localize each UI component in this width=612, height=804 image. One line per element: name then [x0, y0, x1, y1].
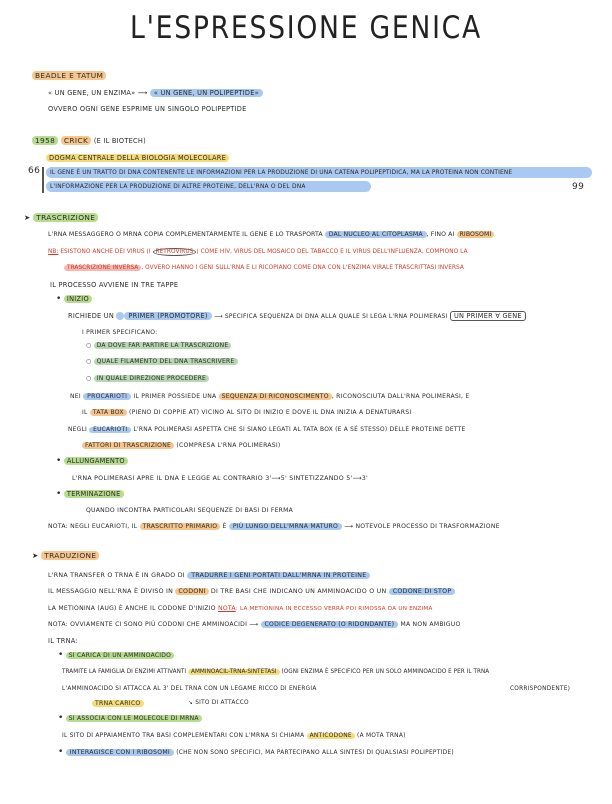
- dogma-title: DOGMA CENTRALE DELLA BIOLOGIA MOLECOLARE: [46, 153, 229, 163]
- tata-line: IL TATA BOX (PIENO DI COPPIE AT) VICINO AL SITO DI INIZIO E DOVE IL DNA INIZIA A DENATURARSI: [82, 409, 412, 416]
- richiede-line: RICHIEDE UN PRIMER (PROMOTORE) ⟶ SPECIFICA SEQUENZA DI DNA ALLA QUALE SI LEGA L'RNA POLIMERASI UN PRIMER ∀ GENE: [68, 311, 526, 322]
- quote-line1: IL GENE È UN TRATTO DI DNA CONTENENTE LE INFORMAZIONI PER LA PRODUZIONE DI UNA CATENA POLIPEPTIDICA, MA LA PROTEINA NON CONTIENE: [50, 170, 513, 176]
- allungamento-bullet: • ALLUNGAMENTO: [56, 456, 128, 466]
- nb-line1: NB: ESISTONO ANCHE DEI VIRUS (I RETROVIRUS ) COME HIV, VIRUS DEL MOSAICO DEL TABACCO E IL VIRUS DELL'INFLUENZA, COMPIONO LA: [48, 249, 468, 255]
- trna-label: IL TRNA:: [48, 637, 78, 645]
- beadle-line1: « UN GENE, UN ENZIMA» ⟶ « UN GENE, UN POLIPEPTIDE»: [48, 88, 263, 98]
- nb-line2: TRASCRIZIONE INVERSA , OVVERO HANNO I GENI SULL'RNA E LI RICOPIANO COME DNA CON L'ENZIMA VIRALE TRASCRITTASI INVERSA: [64, 263, 464, 273]
- arrow-icon: ➤: [24, 213, 31, 222]
- fattori-line: FATTORI DI TRASCRIZIONE (COMPRESA L'RNA POLIMERASI): [82, 441, 281, 451]
- arrow-icon: ➤: [32, 551, 39, 560]
- tappe-line: IL PROCESSO AVVIENE IN TRE TAPPE: [50, 281, 179, 289]
- beadle-heading: BEADLE E TATUM: [32, 71, 106, 81]
- eucarioti-line: NEGLI EUCARIOTI L'RNA POLIMERASI ASPETTA CHE SI SIANO LEGATI AL TATA BOX (E A SÉ STESSO) DELLE PROTEINE DETTE: [68, 427, 466, 433]
- trna-bullet-1: • SI CARICA DI UN AMMINOACIDO: [58, 650, 174, 661]
- spec-item-1: ○ DA DOVE FAR PARTIRE LA TRASCRIZIONE: [86, 341, 231, 351]
- spec-item-3: ○ IN QUALE DIREZIONE PROCEDERE: [86, 374, 209, 384]
- trascrizione-heading: ➤ TRASCRIZIONE: [24, 213, 98, 223]
- quote-close: 99: [572, 182, 585, 192]
- specificano-line: I PRIMER SPECIFICANO:: [82, 329, 158, 336]
- procarioti-line: NEI PROCARIOTI IL PRIMER POSSIEDE UNA SEQUENZA DI RICONOSCIMENTO , RICONOSCIUTA DALL'RNA POLIMERASI, E: [70, 393, 470, 400]
- crick-heading: 1958 CRICK (E IL BIOTECH): [32, 136, 146, 146]
- terminazione-text: QUANDO INCONTRA PARTICOLARI SEQUENZE DI BASI DI FERMA: [86, 507, 294, 514]
- trascrizione-line1: L'RNA MESSAGGERO O MRNA COPIA COMPLEMENTARMENTE IL GENE E LO TRASPORTA DAL NUCLEO AL CITOPLASMA , FINO AI RIBOSOMI: [48, 230, 494, 240]
- trna-bullet-2-text: IL SITO DI APPAIAMENTO TRA BASI COMPLEMENTARI CON L'MRNA SI CHIAMA ANTICODONE (A MOTA TRNA): [62, 733, 406, 739]
- trna-bullet-1-text-3: CORRISPONDENTE): [510, 686, 571, 692]
- page-title: L'ESPRESSIONE GENICA: [130, 10, 482, 46]
- traduzione-line3: LA METIONINA (AUG) È ANCHE IL CODONE D'INIZIO NOTA: LA METIONINA IN ECCESSO VERRÀ POI RIMOSSA DA UN ENZIMA: [48, 605, 433, 612]
- trna-bullet-1-text: TRAMITE LA FAMIGLIA DI ENZIMI ATTIVANTI AMMINOACIL-TRNA-SINTETASI (OGNI ENZIMA È SPECIFICO PER UN SOLO AMMINOACIDO E PER IL TRNA: [62, 669, 490, 675]
- nota-line: NOTA: NEGLI EUCARIOTI, IL TRASCRITTO PRIMARIO È PIÙ LUNGO DELL'MRNA MATURO ⟶ NOTEVOLE PROCESSO DI TRASFORMAZIONE: [48, 523, 500, 530]
- beadle-line2: OVVERO OGNI GENE ESPRIME UN SINGOLO POLIPEPTIDE: [48, 105, 247, 113]
- inizio-bullet: • INIZIO: [56, 294, 92, 304]
- sito-attacco-label: ↘ SITO DI ATTACCO: [188, 700, 249, 706]
- quote-open: 66: [28, 166, 41, 176]
- quote-bar: [42, 167, 44, 193]
- quote-line2: L'INFORMAZIONE PER LA PRODUZIONE DI ALTRE PROTEINE, DELL'RNA O DEL DNA: [50, 184, 306, 190]
- trna-bullet-3: • INTERAGISCE CON I RIBOSOMI (CHE NON SONO SPECIFICI, MA PARTECIPANO ALLA SINTESI DI QUALSIASI POLIPEPTIDE): [58, 747, 454, 757]
- traduzione-heading: ➤ TRADUZIONE: [32, 551, 99, 561]
- traduzione-line4: NOTA: OVVIAMENTE CI SONO PIÙ CODONI CHE AMMINOACIDI ⟶ CODICE DEGENERATO (O RIDONDANTE) MA NON AMBIGUO: [48, 621, 461, 628]
- trna-carico-label: TRNA CARICO: [92, 699, 144, 709]
- trna-bullet-2: • SI ASSOCIA CON LE MOLECOLE DI MRNA: [58, 713, 202, 724]
- trna-bullet-1-text-2: L'AMMINOACIDO SI ATTACCA AL 3' DEL TRNA CON UN LEGAME RICCO DI ENERGIA: [62, 686, 317, 692]
- traduzione-line2: IL MESSAGGIO NELL'RNA È DIVISO IN CODONI DI TRE BASI CHE INDICANO UN AMMINOACIDO O UN CODONE DI STOP: [48, 587, 455, 597]
- traduzione-line1: L'RNA TRANSFER O TRNA È IN GRADO DI TRADURRE I GENI PORTATI DALL'MRNA IN PROTEINE: [48, 571, 370, 581]
- allungamento-text: L'RNA POLIMERASI APRE IL DNA E LEGGE AL CONTRARIO 3'⟶5' SINTETIZZANDO 5'⟶3': [72, 475, 368, 482]
- spec-item-2: ○ QUALE FILAMENTO DEL DNA TRASCRIVERE: [86, 357, 238, 367]
- terminazione-bullet: • TERMINAZIONE: [56, 489, 124, 499]
